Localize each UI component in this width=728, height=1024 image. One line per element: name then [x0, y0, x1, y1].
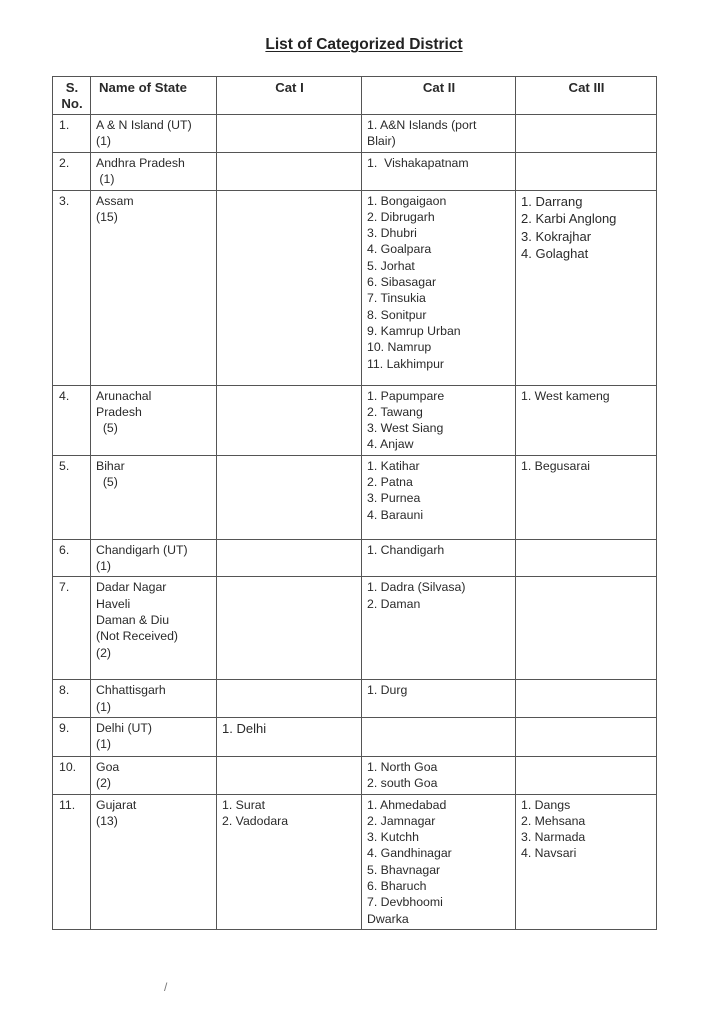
table-row — [53, 190, 657, 385]
state-name-line: (2) — [96, 645, 112, 660]
district-item: 5. Jorhat — [367, 258, 415, 273]
cat1-cell — [217, 152, 362, 190]
district-item: 4. Gandhinagar — [367, 846, 452, 861]
cat2-cell — [362, 539, 516, 577]
state-name-line: (1) — [96, 699, 112, 714]
cat3-cell — [516, 539, 657, 577]
district-item: 2. Dibrugarh — [367, 209, 435, 224]
table-row — [53, 680, 657, 718]
state-name-line: Dadar Nagar — [96, 580, 167, 595]
cat2-cell — [362, 717, 516, 756]
district-item: 3. Narmada — [521, 830, 586, 845]
column-header-state: Name of State — [91, 77, 217, 115]
district-item: 10. Namrup — [367, 340, 432, 355]
table-row — [53, 577, 657, 680]
district-item: 2. south Goa — [367, 776, 438, 791]
state-name-line: Assam — [96, 193, 134, 208]
district-item: 1. Papumpare — [367, 388, 445, 403]
district-item: 7. Devbhoomi — [367, 895, 443, 910]
state-name-cell — [91, 152, 217, 190]
state-name-line: (13) — [96, 813, 118, 828]
district-item: 4. Goalpara — [367, 242, 432, 257]
serial-number-cell: 2. — [53, 152, 91, 190]
state-name-line: Chhattisgarh — [96, 683, 166, 698]
table-row — [53, 115, 657, 153]
state-name-line: A & N Island (UT) — [96, 118, 192, 132]
state-name-line: Haveli — [96, 596, 131, 611]
cat2-cell — [362, 190, 516, 385]
cat3-cell — [516, 385, 657, 455]
district-item: 1. Durg — [367, 683, 408, 698]
table-row — [53, 152, 657, 190]
state-name-cell — [91, 539, 217, 577]
cat2-cell — [362, 152, 516, 190]
serial-number-cell: 10. — [53, 756, 91, 794]
district-item: 2. Karbi Anglong — [521, 211, 617, 227]
cat2-cell — [362, 794, 516, 929]
state-name-line: Delhi (UT) — [96, 720, 153, 735]
district-item: 4. Golaghat — [521, 246, 589, 262]
state-name-line: (5) — [96, 475, 118, 490]
table-row — [53, 385, 657, 455]
cat3-cell — [516, 680, 657, 718]
district-item: 1. Vishakapatnam — [367, 155, 469, 170]
cat3-cell — [516, 794, 657, 929]
district-item: 11. Lakhimpur — [367, 356, 445, 371]
table-row — [53, 756, 657, 794]
table-row — [53, 539, 657, 577]
state-name-line: Goa — [96, 759, 120, 774]
district-item: 3. Purnea — [367, 491, 421, 506]
cat3-cell — [516, 115, 657, 153]
district-item: 2. Patna — [367, 475, 413, 490]
state-name-cell — [91, 455, 217, 539]
categorized-district-table — [52, 76, 657, 930]
district-item: 2. Daman — [367, 596, 421, 611]
district-item: 4. Barauni — [367, 507, 424, 522]
district-item: 3. Kokrajhar — [521, 228, 592, 244]
column-header-cat3: Cat III — [516, 77, 657, 115]
district-item: 1. Begusarai — [521, 458, 591, 473]
cat1-cell — [217, 717, 362, 756]
column-header-sno: S. No. — [53, 77, 91, 115]
serial-number-cell: 7. — [53, 577, 91, 680]
state-name-cell — [91, 190, 217, 385]
state-name-line: (1) — [96, 737, 112, 752]
state-name-line: (1) — [96, 134, 112, 149]
district-item: 3. Dhubri — [367, 226, 417, 241]
cat3-cell — [516, 756, 657, 794]
column-header-cat1: Cat I — [217, 77, 362, 115]
state-name-line: Arunachal — [96, 388, 152, 403]
cat3-cell — [516, 717, 657, 756]
document-title: List of Categorized District — [265, 36, 463, 53]
cat3-cell — [516, 152, 657, 190]
cat3-cell — [516, 455, 657, 539]
state-name-cell — [91, 680, 217, 718]
district-item: 6. Bharuch — [367, 879, 427, 894]
state-name-cell — [91, 577, 217, 680]
state-name-line: (1) — [96, 559, 112, 574]
district-item: 5. Bhavnagar — [367, 862, 441, 877]
district-item: 3. Kutchh — [367, 830, 419, 845]
table-row — [53, 717, 657, 756]
state-name-cell — [91, 756, 217, 794]
cat3-cell — [516, 577, 657, 680]
serial-number-cell: 4. — [53, 385, 91, 455]
district-item: 9. Kamrup Urban — [367, 323, 461, 338]
cat1-cell — [217, 455, 362, 539]
district-item: 1. Chandigarh — [367, 542, 445, 557]
state-name-line: (2) — [96, 776, 112, 791]
cat3-cell — [516, 190, 657, 385]
district-item: 1. Katihar — [367, 458, 420, 473]
cat1-cell — [217, 190, 362, 385]
district-item: 4. Anjaw — [367, 437, 414, 452]
district-item: 1. Dangs — [521, 797, 571, 812]
table-row — [53, 455, 657, 539]
cat1-cell — [217, 680, 362, 718]
state-name-line: Andhra Pradesh — [96, 155, 185, 170]
district-item: 1. Delhi — [222, 720, 267, 736]
district-item: Blair) — [367, 134, 396, 149]
column-header-cat2: Cat II — [362, 77, 516, 115]
district-item: 1. Dadra (Silvasa) — [367, 580, 466, 595]
state-name-line: (Not Received) — [96, 629, 179, 644]
district-item: 1. Bongaigaon — [367, 193, 447, 208]
serial-number-cell: 11. — [53, 794, 91, 929]
table-header-row — [53, 77, 657, 115]
district-item: 2. Tawang — [367, 404, 423, 419]
state-name-cell — [91, 385, 217, 455]
district-item: 3. West Siang — [367, 421, 444, 436]
district-item: 1. North Goa — [367, 759, 438, 774]
state-name-line: (15) — [96, 209, 118, 224]
cat2-cell — [362, 385, 516, 455]
cat1-cell — [217, 756, 362, 794]
cat2-cell — [362, 577, 516, 680]
serial-number-cell: 3. — [53, 190, 91, 385]
district-item: 1. West kameng — [521, 388, 610, 403]
state-name-line: Pradesh — [96, 404, 142, 419]
district-item: 6. Sibasagar — [367, 275, 437, 290]
state-name-line: Bihar — [96, 458, 125, 473]
cat1-cell — [217, 539, 362, 577]
district-item: 1. Ahmedabad — [367, 797, 447, 812]
cat1-cell — [217, 794, 362, 929]
serial-number-cell: 9. — [53, 717, 91, 756]
cat2-cell — [362, 115, 516, 153]
district-item: 7. Tinsukia — [367, 291, 426, 306]
district-item: 2. Jamnagar — [367, 813, 436, 828]
table-body — [53, 115, 657, 930]
district-item: Dwarka — [367, 911, 409, 926]
state-name-cell — [91, 717, 217, 756]
state-name-line: (5) — [96, 421, 118, 436]
serial-number-cell: 1. — [53, 115, 91, 153]
serial-number-cell: 6. — [53, 539, 91, 577]
district-item: 1. Darrang — [521, 193, 583, 209]
state-name-cell — [91, 115, 217, 153]
serial-number-cell: 8. — [53, 680, 91, 718]
cat2-cell — [362, 756, 516, 794]
state-name-line: Daman & Diu — [96, 612, 170, 627]
district-item: 4. Navsari — [521, 846, 577, 861]
cat1-cell — [217, 577, 362, 680]
state-name-line: (1) — [96, 171, 115, 186]
state-name-line: Gujarat — [96, 797, 137, 812]
district-item: 1. A&N Islands (port — [367, 118, 477, 132]
cat1-cell — [217, 115, 362, 153]
cat2-cell — [362, 680, 516, 718]
stray-pen-mark: / — [164, 980, 168, 994]
table-row — [53, 794, 657, 929]
cat1-cell — [217, 385, 362, 455]
district-item: 2. Mehsana — [521, 813, 586, 828]
serial-number-cell: 5. — [53, 455, 91, 539]
district-item: 1. Surat — [222, 797, 266, 812]
district-item: 8. Sonitpur — [367, 307, 427, 322]
district-item: 2. Vadodara — [222, 813, 289, 828]
state-name-line: Chandigarh (UT) — [96, 542, 188, 557]
cat2-cell — [362, 455, 516, 539]
state-name-cell — [91, 794, 217, 929]
